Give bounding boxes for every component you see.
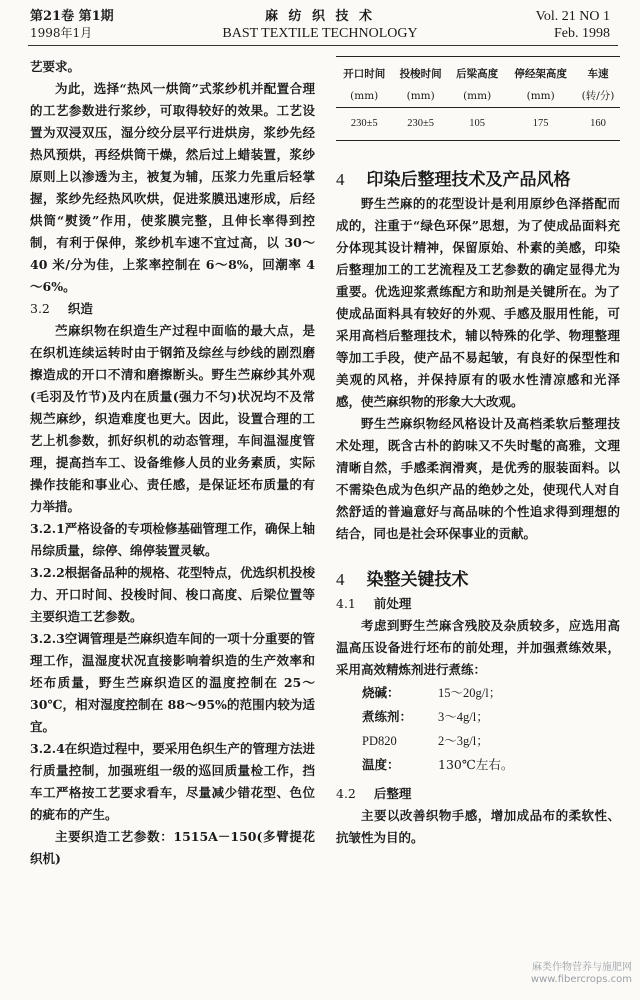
section-heading-4-key-tech [336, 567, 620, 593]
table-unit: (转/分) [576, 85, 620, 108]
section-number: 4 [336, 170, 345, 189]
table-cell: 105 [449, 108, 505, 141]
subsection-3-2-1 [30, 518, 315, 562]
section-title: 印染后整理技术及产品风格 [366, 170, 571, 190]
table-header: 车速 [576, 57, 620, 86]
section-number: 3.2.1 [30, 521, 65, 536]
header-left [30, 8, 114, 42]
volume-issue-en: Vol. 21 NO 1 [535, 9, 610, 24]
subsection-3-2-2 [30, 562, 315, 628]
subsection-text: 严格设备的专项检修基础管理工作，确保上轴吊综质量，综停、绵停装置灵敏。 [30, 521, 315, 558]
date-zh: 1998年1月 [30, 26, 93, 40]
paragraph: 主要织造工艺参数：1515A－150(多臂提花织机) [30, 829, 315, 866]
chem-name: 温度： [362, 757, 400, 772]
header-right [536, 8, 610, 42]
table-cell: 160 [576, 108, 620, 141]
table-cell: 230±5 [392, 108, 448, 141]
subsection-text: 在织造过程中，要采用色织生产的管理方法进行质量控制，加强班组一级的巡回质量检工作，挡车工严格按工艺要求看车，尽量减少错花型、色位的疵布的产生。 [30, 741, 315, 822]
table-cell: 230±5 [336, 108, 392, 141]
table-unit: (mm) [336, 85, 392, 108]
table-header: 后梁高度 [449, 57, 505, 86]
section-heading-4-2 [336, 783, 620, 805]
table-unit: (mm) [449, 85, 505, 108]
section-title: 织造 [67, 301, 93, 316]
header-rule [28, 45, 618, 46]
chem-name: PD820 [362, 734, 397, 748]
section-heading-3-2 [30, 298, 315, 320]
journal-title [190, 8, 450, 42]
section-number: 3.2.2 [30, 565, 65, 580]
process-parameter-table [336, 56, 620, 141]
volume-issue-zh: 第21卷 第1期 [30, 9, 114, 24]
page-header [0, 6, 640, 46]
table-header: 开口时间 [336, 57, 392, 86]
section-number: 3.2.3 [30, 631, 65, 646]
section-number: 3.2.4 [30, 741, 65, 756]
section-heading-4-1 [336, 593, 620, 615]
watermark-title: 麻类作物营养与施肥网 [532, 962, 632, 973]
chem-name: 煮练剂： [362, 709, 413, 724]
journal-title-en: BAST TEXTILE TECHNOLOGY [222, 26, 418, 41]
chem-item [336, 753, 620, 777]
subsection-3-2-4 [30, 738, 315, 826]
right-column [336, 56, 620, 849]
section-heading-4-finishing [336, 167, 620, 193]
left-column [30, 56, 315, 870]
chem-value: 130℃左右。 [438, 757, 514, 772]
watermark [531, 962, 632, 986]
paragraph: 野生苎麻的的花型设计是利用原纱色泽搭配而成的，注重于“绿色环保”思想，为了使成品面料充分体现其设计精神，保留原始、朴素的美感，印染后整理加工的工艺流程及工艺参数的确定显得尤为重要。优选迎浆煮练配方和助剂是关键所在。为了使成品面料具有较好的外观、手感及服用性能，可采用高档后整理技术，辅以特殊的化学、物理整理等加工手段，使产品不易起皱，有良好的保型性和美观的风格，并保持原有的吸水性清凉感和光泽感，使苎麻织物的形象大大改观。 [336, 196, 620, 409]
subsection-text: 根据备品种的规格、花型特点，优选织机投梭力、开口时间、投梭时间、梭口高度、后梁位置等 主要织造工艺参数。 [30, 565, 315, 624]
section-number: 4.1 [336, 596, 356, 611]
paragraph: 考虑到野生苎麻含残胶及杂质较多，应选用高温高压设备进行坯布的前处理，并加强煮练效果，采用高效精炼剂进行煮练： [336, 618, 620, 677]
table-unit: (mm) [392, 85, 448, 108]
section-title: 染整关键技术 [366, 570, 469, 590]
subsection-3-2-3 [30, 628, 315, 738]
subsection-text: 空调管理是苎麻织造车间的一项十分重要的管理工作，温湿度状况直接影响着织造的生产效率和坯布质量，野生苎麻织造区的温度控制在 25～30℃，相对湿度控制在 88～95%的范围内较为适宜。 [30, 631, 315, 734]
section-number: 3.2 [30, 301, 50, 316]
section-number: 4 [336, 570, 345, 589]
paragraph: 野生苎麻织物经风格设计及高档柔软后整理技术处理，既含古朴的韵味又不失时髦的高雅，文理清晰自然，手感柔润滑爽，是优秀的服装面料。以不需染色成为色织产品的绝妙之处，使现代人对自然舒适的普遍意好与高品味的个性追求得到理想的结合，同也是社会环保事业的贡献。 [336, 416, 620, 541]
date-en: Feb. 1998 [554, 26, 610, 41]
chem-item [336, 729, 620, 753]
chem-name: 烧碱： [362, 685, 400, 700]
section-title: 前处理 [373, 596, 412, 611]
chem-value: 3～4g/l； [438, 710, 489, 724]
table-row [336, 108, 620, 141]
chem-value: 2～3g/l； [438, 734, 489, 748]
paragraph: 苎麻织物在织造生产过程中面临的最大点，是在织机连续运转时由于钢筘及综丝与纱线的剧烈磨擦造成的开口不清和磨擦断头。野生苎麻纱其外观(毛羽及竹节)及内在质量(强力不匀)状况均不及常规苎麻纱，织造难度也更大。因此，设置合理的工艺上机参数，抓好织机的动态管理，车间温湿度管理，提高挡车工、设备维修人员的业务素质，实际操作技能和事业心、责任感，是保证坯布质量的有力举措。 [30, 323, 315, 514]
chem-item [336, 681, 620, 705]
table-cell: 175 [505, 108, 576, 141]
section-number: 4.2 [336, 786, 356, 801]
table-header: 投梭时间 [392, 57, 448, 86]
journal-title-zh: 麻 纺 织 技 术 [264, 9, 376, 24]
chem-item [336, 705, 620, 729]
chem-value: 15～20g/l； [438, 686, 502, 700]
watermark-url: www.fibercrops.com [530, 974, 632, 985]
table-unit: (mm) [505, 85, 576, 108]
table-header: 停经架高度 [505, 57, 576, 86]
section-title: 后整理 [373, 786, 412, 801]
paragraph: 主要以改善织物手感，增加成品布的柔软性、抗皱性为目的。 [336, 808, 620, 845]
paragraph: 为此，选择“热风一烘筒”式浆纱机并配置合理的工艺参数进行浆纱，可取得较好的效果。工艺设置为双浸双压，湿分绞分层平行进烘房，浆纱先经热风预烘，再经烘筒干燥，然后过上蜡装置，浆纱原则上以渗透为主，被复为辅，压浆力先重后轻掌握，浆纱先经热风吹烘，促进浆膜迅速形成，后经烘筒“熨烫”作用，使浆膜完整，且伸长率得到控制，有利于保伸，浆纱机车速不宜过高，以 30～40 米/分为佳，上浆率控制在 6～8%，回潮率 4～6%。 [30, 81, 315, 294]
paragraph: 艺要求。 [30, 59, 81, 74]
